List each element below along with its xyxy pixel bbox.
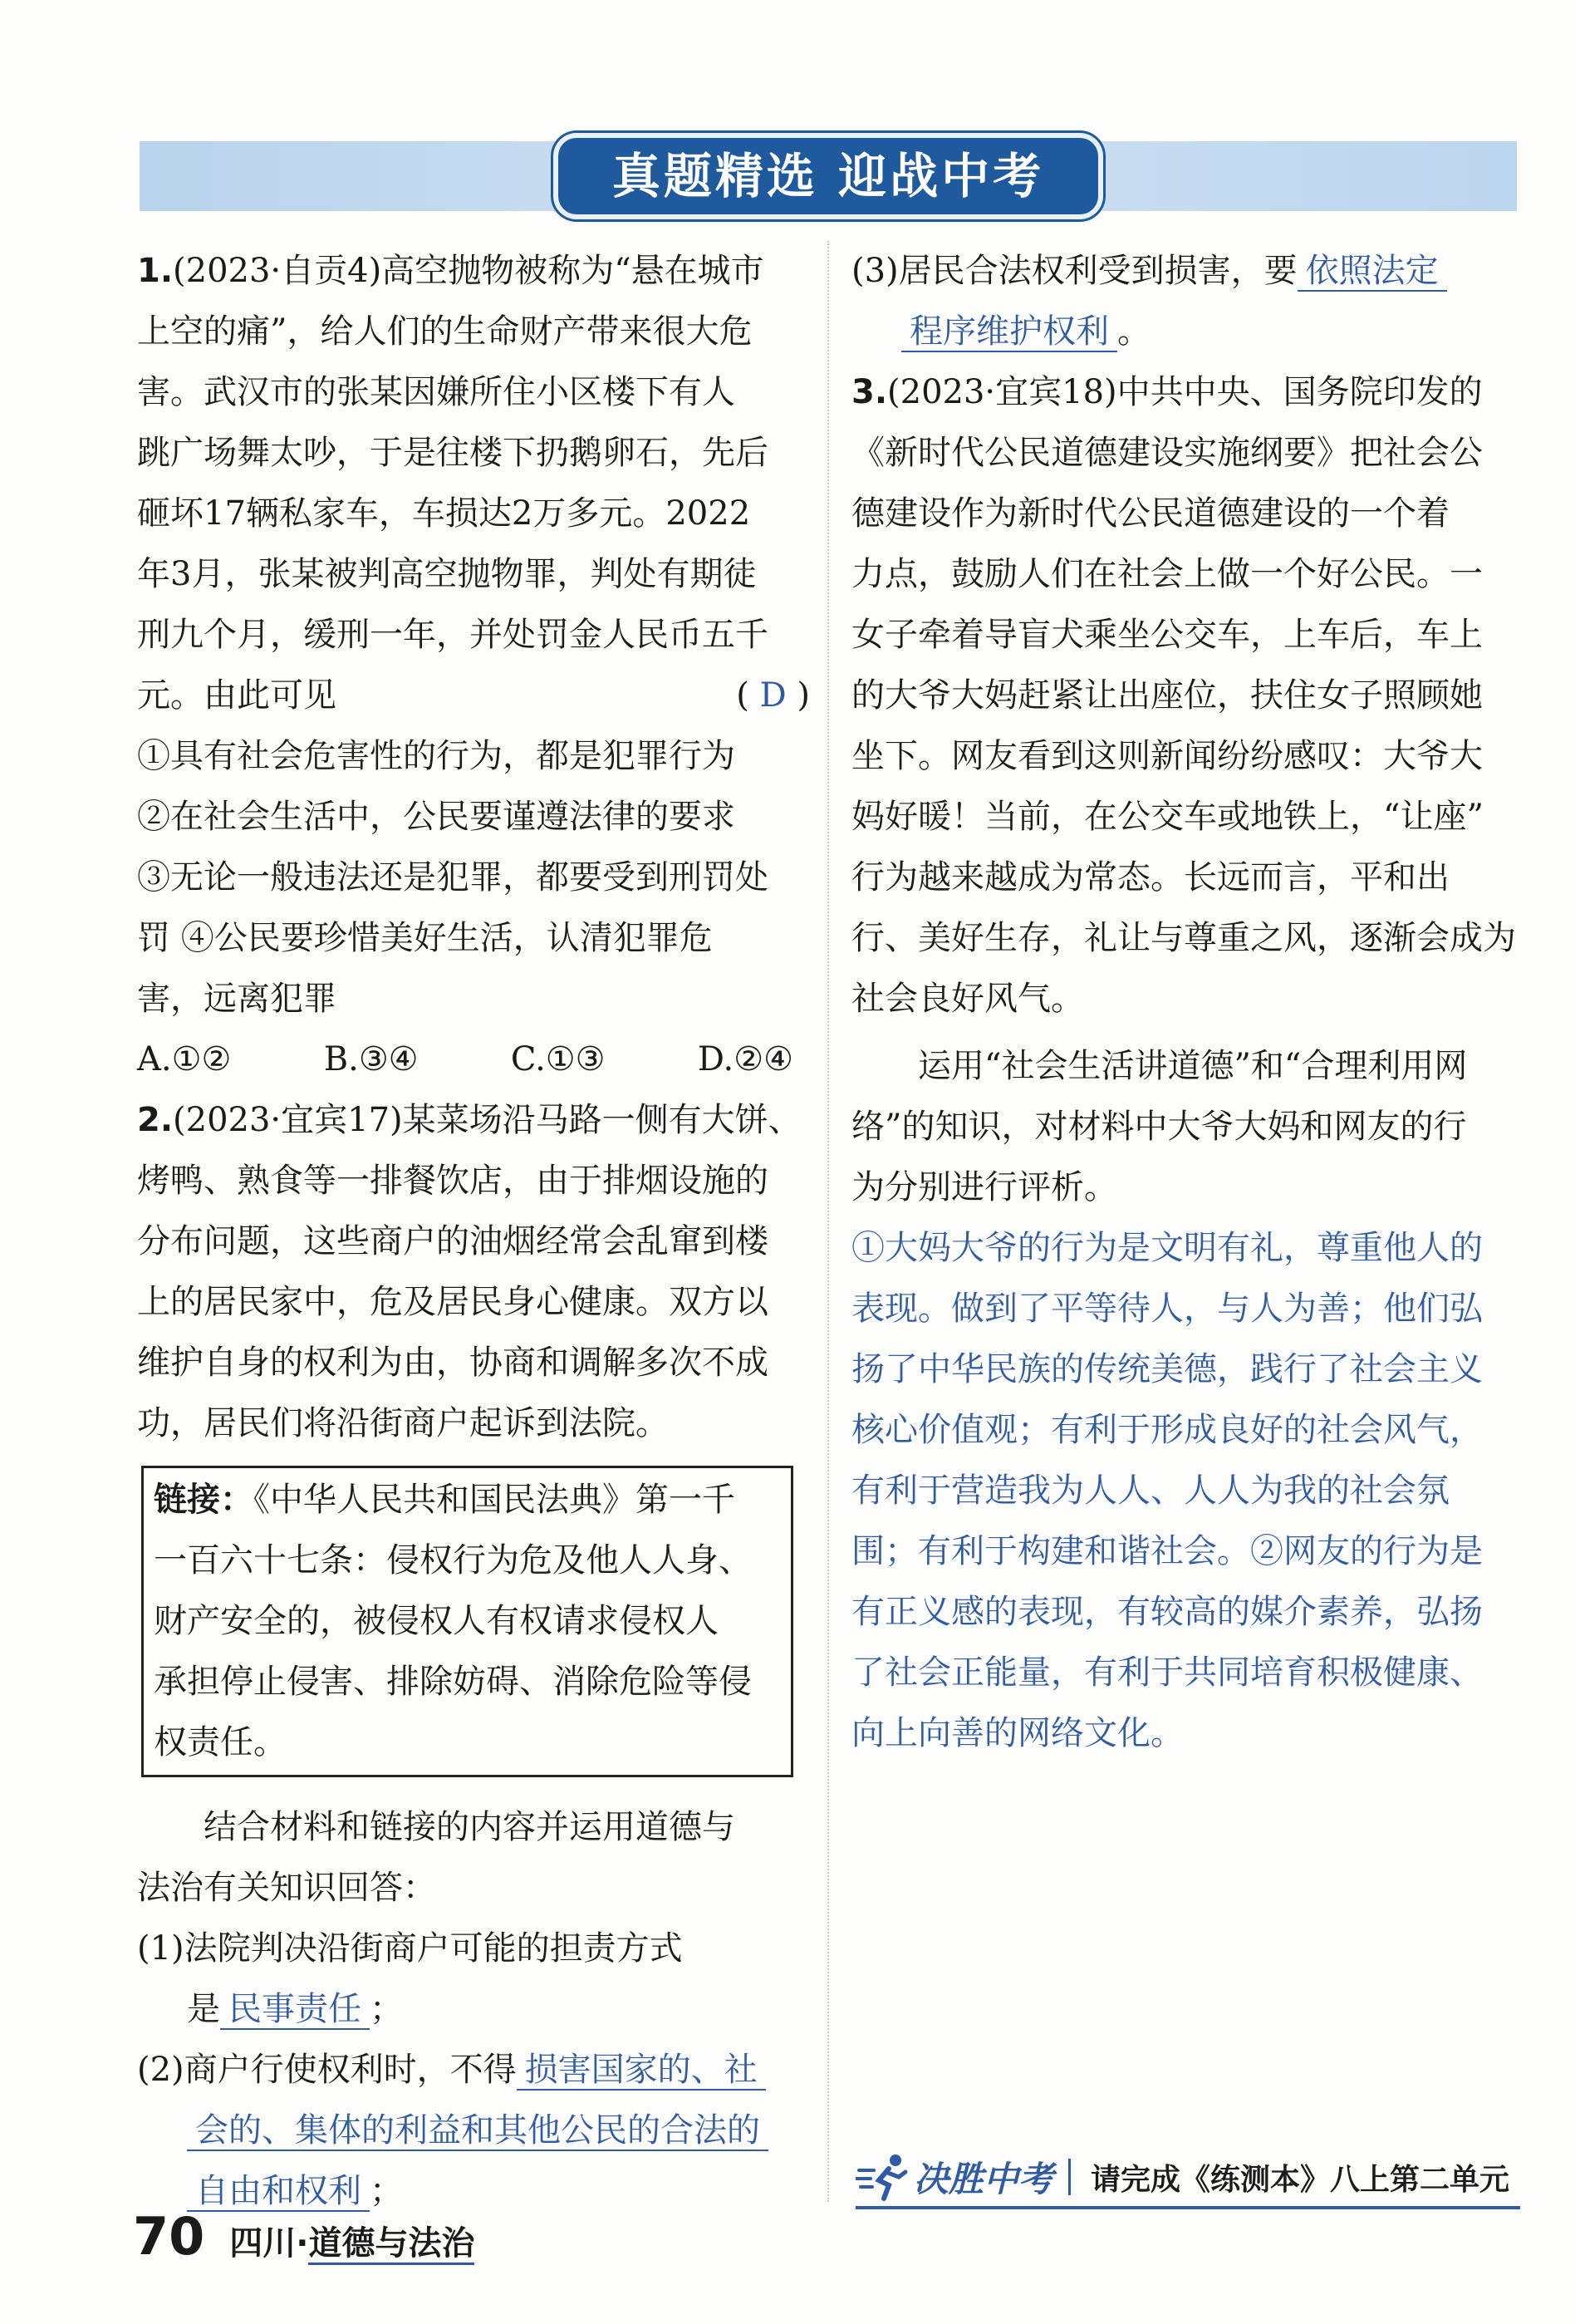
link-line-0: 链接：《中华人民共和国民法典》第一千 <box>154 1481 735 1519</box>
q3-line-10: 社会良好风气。 <box>851 980 1084 1018</box>
q2-line-2: 分布问题，这些商户的油烟经常会乱窜到楼 <box>137 1222 768 1260</box>
q1-statement-2: ②在社会生活中，公民要谨遵法律的要求 <box>137 798 735 836</box>
q3-answer-line-7: 了社会正能量，有利于共同培育积极健康、 <box>851 1653 1483 1692</box>
q1-answer: D <box>759 676 787 715</box>
q2-line-3: 上的居民家中，危及居民身心健康。双方以 <box>137 1283 768 1321</box>
q2-sub1-answer: 民事责任 <box>220 1990 370 2030</box>
q2-sub1-line-1: 是 民事责任 ； <box>187 1990 403 2028</box>
q1-line-6: 刑九个月，缓刑一年，并处罚金人民币五千 <box>137 616 768 654</box>
q2-sub1-line-0: (1)法院判决沿街商户可能的担责方式 <box>137 1929 683 1968</box>
q1-statement-3: ③无论一般违法还是犯罪，都要受到刑罚处 <box>137 858 768 897</box>
q2-instruction-0: 结合材料和链接的内容并运用道德与 <box>204 1808 735 1846</box>
q2-sub2-answer-0: 损害国家的、社 <box>517 2051 766 2091</box>
q3-line-5: 的大爷大妈赶紧让出座位，扶住女子照顾她 <box>851 676 1483 715</box>
q3-answer-line-4: 有利于营造我为人人、人人为我的社会氛 <box>851 1472 1450 1510</box>
q1-option-c: C.①③ <box>510 1040 606 1078</box>
q2-sub2-line-1 <box>137 2100 810 2161</box>
q1-statement-4: 害，远离犯罪 <box>137 980 336 1018</box>
link-line-3: 承担停止侵害、排除妨碍、消除危险等侵 <box>154 1663 752 1701</box>
q3-instruction-1: 络”的知识，对材料中大爷大妈和网友的行 <box>851 1108 1467 1146</box>
q1-option-a: A.①② <box>137 1040 232 1078</box>
q3-number: 3. <box>851 373 888 411</box>
q2-sub2-line-2: 自由和权利 ； <box>137 2161 810 2222</box>
q1-statement-1: ①具有社会危害性的行为，都是犯罪行为 <box>137 737 735 775</box>
q3-line-9: 行、美好生存，礼让与尊重之风，逐渐会成为 <box>851 919 1516 957</box>
q3-line-0: 3.(2023·宜宾18)中共中央、国务院印发的 <box>851 373 1483 411</box>
subject-name: 道德与法治 <box>308 2224 474 2265</box>
q3-instruction-2: 为分别进行评析。 <box>851 1168 1117 1206</box>
q3-line-1: 《新时代公民道德建设实施纲要》把社会公 <box>851 434 1483 472</box>
q2-sub2-answer-1: 会的、集体的利益和其他公民的合法的 <box>187 2111 768 2151</box>
q2-sub2-line-0: (2)商户行使权利时，不得 损害国家的、社 <box>137 2040 810 2100</box>
logo-text: 决胜中考 <box>914 2159 1054 2199</box>
link-line-2: 财产安全的，被侵权人有权请求侵权人 <box>154 1602 719 1640</box>
link-line-1: 一百六十七条：侵权行为危及他人人身、 <box>154 1541 752 1580</box>
q3-line-2: 德建设作为新时代公民道德建设的一个着 <box>851 494 1450 533</box>
q3-answer-line-6: 有正义感的表现，有较高的媒介素养，弘扬 <box>851 1593 1483 1631</box>
footer-subject <box>229 2217 474 2264</box>
q2-sub3-answer-0: 依照法定 <box>1298 252 1447 292</box>
q3-answer-line-1: 表现。做到了平等待人，与人为善；他们弘 <box>851 1290 1483 1328</box>
q2-sub3-line-0: (3)居民合法权利受到损害，要 依照法定 <box>851 241 1520 302</box>
q2-instruction-1: 法治有关知识回答： <box>137 1869 436 1907</box>
right-column <box>851 241 1520 1764</box>
q3-answer-line-0: ①大妈大爷的行为是文明有礼，尊重他人的 <box>851 1229 1483 1267</box>
q3-line-3: 力点，鼓励人们在社会上做一个好公民。一 <box>851 555 1483 593</box>
left-column <box>137 241 810 2222</box>
q3-line-8: 行为越来越成为常态。长远而言，平和出 <box>851 858 1450 897</box>
footer-separator <box>1068 2159 1071 2195</box>
q1-line-3: 跳广场舞太吵，于是往楼下扔鹅卵石，先后 <box>137 434 768 472</box>
q1-line-1: 上空的痛”，给人们的生命财产带来很大危 <box>137 312 753 351</box>
q2-line-1: 烤鸭、熟食等一排餐饮店，由于排烟设施的 <box>137 1162 768 1200</box>
question-3 <box>851 362 1520 1764</box>
link-line-4: 权责任。 <box>154 1723 287 1761</box>
q2-sub3-line-1: 程序维护权利 。 <box>851 302 1520 362</box>
q2-sub3-answer-1: 程序维护权利 <box>901 312 1117 352</box>
footer-banner <box>856 2148 1520 2209</box>
q2-number: 2. <box>137 1101 174 1139</box>
dot: · <box>296 2224 309 2263</box>
q1-number: 1. <box>137 252 174 290</box>
q1-option-b: B.③④ <box>323 1040 419 1078</box>
q3-answer-line-5: 围；有利于构建和谐社会。②网友的行为是 <box>851 1532 1483 1570</box>
footer-note: 请完成《练测本》八上第二单元 <box>1091 2162 1510 2197</box>
q3-answer <box>851 1218 1520 1764</box>
q3-line-4: 女子牵着导盲犬乘坐公交车，上车后，车上 <box>851 616 1483 654</box>
q1-answer-bracket: ( D ) <box>736 676 810 715</box>
question-1 <box>137 241 810 1090</box>
q1-statement-3b: 罚 ④公民要珍惜美好生活，认清犯罪危 <box>137 919 713 957</box>
q2-line-4: 维护自身的权利为由，协商和调解多次不成 <box>137 1344 768 1382</box>
q3-instruction-0: 运用“社会生活讲道德”和“合理利用网 <box>918 1047 1468 1085</box>
question-2 <box>137 1090 810 2222</box>
region: 四川 <box>229 2224 297 2263</box>
link-label: 链接： <box>154 1481 253 1519</box>
q3-answer-line-8: 向上向善的网络文化。 <box>851 1714 1184 1752</box>
page-number: 70 <box>133 2206 205 2267</box>
q2-sub2-answer-2: 自由和权利 <box>187 2172 370 2212</box>
q3-line-7: 妈好暖！当前，在公交车或地铁上，“让座” <box>851 798 1484 836</box>
column-divider <box>827 241 831 2202</box>
banner-title: 真题精选 迎战中考 <box>558 138 1098 214</box>
q1-options <box>137 1029 810 1090</box>
q2-line-5: 功，居民们将沿街商户起诉到法院。 <box>137 1404 669 1442</box>
q1-line-2: 害。武汉市的张某因嫌所住小区楼下有人 <box>137 373 735 411</box>
q1-line-5: 年3月，张某被判高空抛物罪，判处有期徒 <box>137 555 757 593</box>
q1-option-d: D.②④ <box>697 1040 793 1078</box>
q2-line-0: 2.(2023·宜宾17)某菜场沿马路一侧有大饼、 <box>137 1101 802 1139</box>
q1-line-4: 砸坏17辆私家车，车损达2万多元。2022 <box>137 494 751 533</box>
runner-icon <box>856 2152 914 2202</box>
q2-link-box <box>141 1466 793 1777</box>
page-footer <box>133 2206 474 2272</box>
q3-answer-line-3: 核心价值观；有利于形成良好的社会风气， <box>851 1411 1483 1449</box>
q1-line-0: 1.(2023·自贡4)高空抛物被称为“悬在城市 <box>137 252 764 290</box>
q3-line-6: 坐下。网友看到这则新闻纷纷感叹：大爷大 <box>851 737 1483 775</box>
q1-line-7: 元。由此可见 ( D ) <box>137 666 810 726</box>
q3-answer-line-2: 扬了中华民族的传统美德，践行了社会主义 <box>851 1350 1483 1388</box>
